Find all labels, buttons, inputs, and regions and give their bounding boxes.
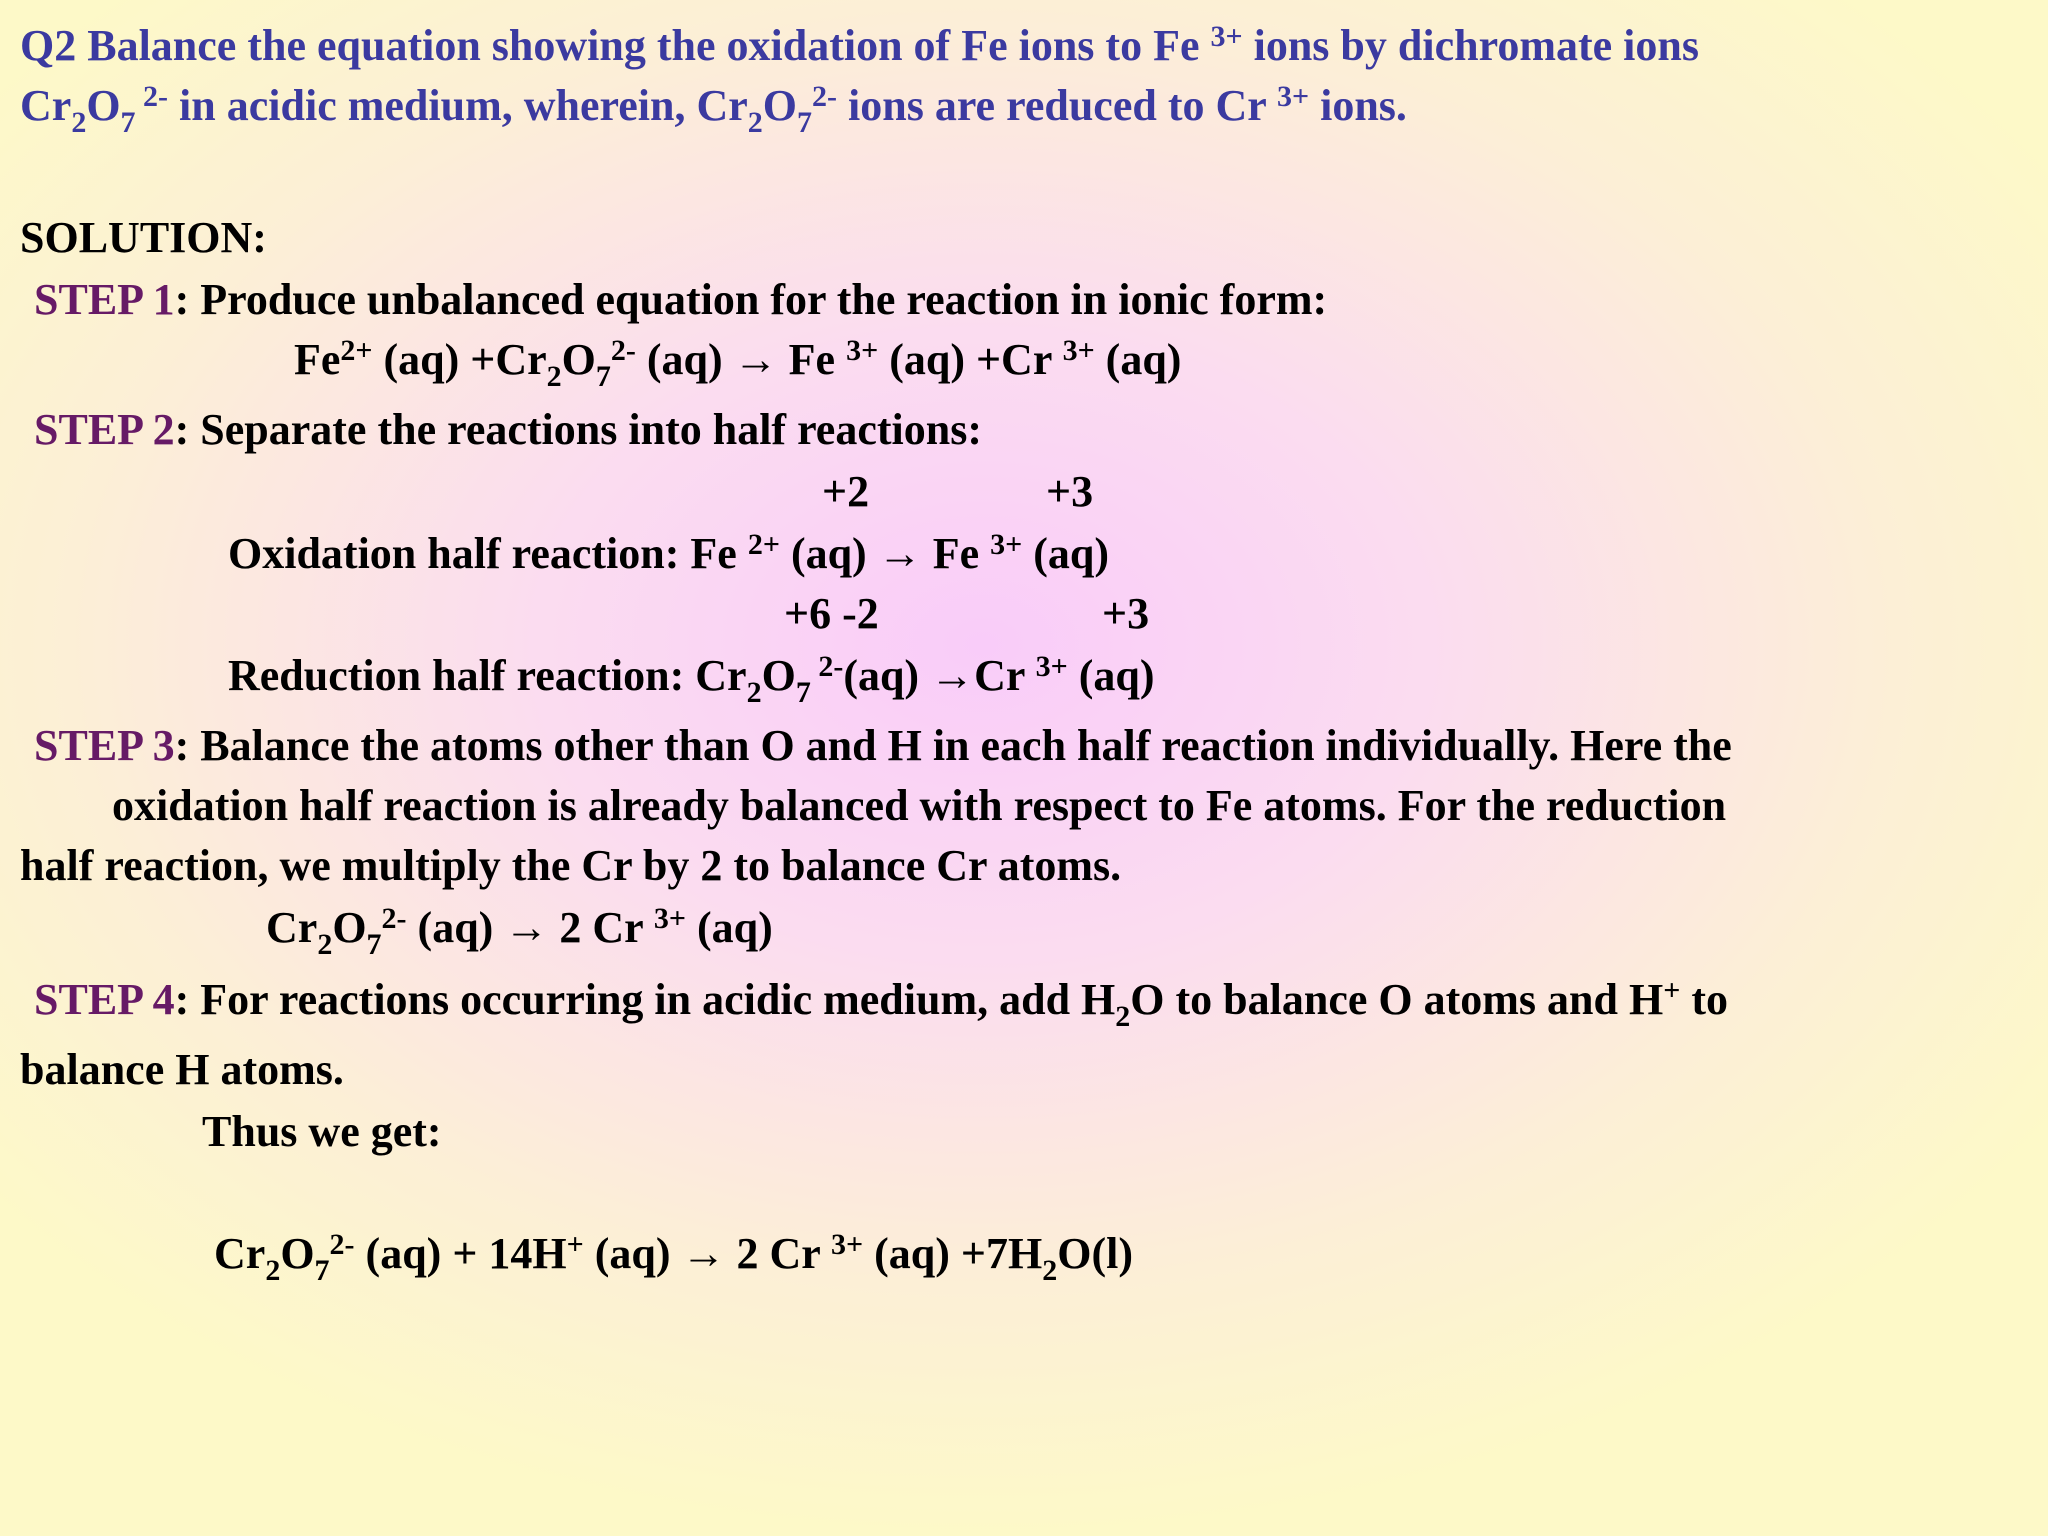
subscript: 2 bbox=[71, 106, 87, 139]
formula-text: (aq) bbox=[1067, 651, 1155, 700]
subscript: 7 bbox=[795, 676, 811, 709]
superscript: 2+ bbox=[340, 334, 373, 367]
formula-text: O bbox=[332, 903, 367, 952]
oxidation-number: +6 -2 bbox=[784, 589, 879, 638]
formula-text: O bbox=[86, 81, 121, 130]
subscript: 2 bbox=[546, 360, 562, 393]
step-1-label: STEP 1 bbox=[34, 275, 175, 324]
formula-text: (aq) + 14H bbox=[354, 1229, 567, 1278]
step-3-line bbox=[34, 716, 1732, 776]
step-1-equation bbox=[294, 330, 1182, 393]
superscript: 2- bbox=[610, 334, 636, 367]
subscript: 7 bbox=[120, 106, 136, 139]
subscript: 2 bbox=[265, 1254, 281, 1287]
superscript: 3+ bbox=[1035, 650, 1068, 683]
step-3-line-2: oxidation half reaction is already balanced with respect to Fe atoms. For the reduction bbox=[112, 781, 1727, 830]
question-line-1 bbox=[20, 16, 1699, 76]
formula-text: (aq) bbox=[1022, 529, 1110, 578]
step-4-text: to bbox=[1680, 975, 1728, 1024]
question-text: in acidic medium, wherein, Cr bbox=[168, 81, 748, 130]
step-3-equation bbox=[266, 898, 773, 961]
step-4-text: O to balance O atoms and H bbox=[1130, 975, 1664, 1024]
question-text: ions by dichromate ions bbox=[1242, 21, 1699, 70]
formula-text: O(l) bbox=[1057, 1229, 1133, 1278]
superscript: 3+ bbox=[653, 902, 686, 935]
formula-text: (aq) → 2 Cr bbox=[583, 1229, 832, 1278]
step-3-label: STEP 3 bbox=[34, 721, 175, 770]
formula-text: O bbox=[762, 81, 797, 130]
formula-text: (aq) +Cr bbox=[372, 335, 547, 384]
formula-text: (aq) +7H bbox=[863, 1229, 1043, 1278]
formula-text: (aq) → Fe bbox=[779, 529, 991, 578]
solution-heading: SOLUTION: bbox=[20, 213, 267, 262]
superscript: + bbox=[566, 1228, 584, 1261]
superscript: 3+ bbox=[1210, 20, 1243, 53]
reduction-half-reaction bbox=[228, 646, 1155, 709]
step-3-line-3: half reaction, we multiply the Cr by 2 to balance Cr atoms. bbox=[20, 841, 1122, 890]
formula-text: O bbox=[280, 1229, 315, 1278]
step-1-line bbox=[34, 270, 1327, 330]
subscript: 7 bbox=[595, 360, 611, 393]
subscript: 2 bbox=[1042, 1254, 1058, 1287]
superscript: 3+ bbox=[990, 528, 1023, 561]
oxidation-number: +2 bbox=[822, 467, 870, 516]
question-text: ions. bbox=[1309, 81, 1407, 130]
step-2-line bbox=[34, 400, 982, 460]
step-1-text: : Produce unbalanced equation for the reaction in ionic form: bbox=[174, 275, 1328, 324]
subscript: 2 bbox=[747, 106, 763, 139]
question-line-2 bbox=[20, 76, 1407, 139]
subscript: 7 bbox=[366, 928, 382, 961]
superscript: 2- bbox=[812, 80, 837, 113]
subscript: 2 bbox=[1115, 1000, 1131, 1033]
final-equation bbox=[214, 1224, 1133, 1287]
formula-text: Fe bbox=[294, 335, 341, 384]
superscript: 2- bbox=[135, 80, 169, 113]
formula-text: O bbox=[561, 335, 596, 384]
step-4-line bbox=[34, 970, 1728, 1033]
superscript: 3+ bbox=[1276, 80, 1310, 113]
formula-text: Oxidation half reaction: Fe bbox=[228, 529, 748, 578]
oxidation-number: +3 bbox=[1102, 589, 1150, 638]
step-4-line-2: balance H atoms. bbox=[20, 1045, 344, 1094]
question-text: ions are reduced to Cr bbox=[837, 81, 1277, 130]
superscript: 2- bbox=[381, 902, 407, 935]
superscript: 3+ bbox=[1062, 334, 1095, 367]
subscript: 2 bbox=[317, 928, 333, 961]
superscript: 3+ bbox=[831, 1228, 864, 1261]
formula-text: (aq) bbox=[1094, 335, 1182, 384]
formula-text: Reduction half reaction: Cr bbox=[228, 651, 747, 700]
subscript: 7 bbox=[797, 106, 812, 139]
formula-text: (aq) +Cr bbox=[878, 335, 1063, 384]
step-3-text: : Balance the atoms other than O and H in each half reaction individually. Here the bbox=[174, 721, 1732, 770]
formula-text: (aq) bbox=[685, 903, 773, 952]
superscript: 2- bbox=[329, 1228, 355, 1261]
step-4-line-3: Thus we get: bbox=[202, 1107, 442, 1156]
step-2-label: STEP 2 bbox=[34, 405, 175, 454]
oxidation-number: +3 bbox=[1046, 467, 1094, 516]
superscript: + bbox=[1663, 974, 1681, 1007]
oxidation-half-reaction bbox=[228, 524, 1109, 584]
subscript: 7 bbox=[314, 1254, 330, 1287]
formula-text: (aq) → Fe bbox=[635, 335, 847, 384]
superscript: 2+ bbox=[747, 528, 780, 561]
step-2-text: : Separate the reactions into half reactions: bbox=[174, 405, 982, 454]
question-text: Q2 Balance the equation showing the oxidation of Fe ions to Fe bbox=[20, 21, 1211, 70]
formula-text: Cr bbox=[266, 903, 318, 952]
formula-text: (aq) → 2 Cr bbox=[406, 903, 654, 952]
subscript: 2 bbox=[746, 676, 762, 709]
superscript: 3+ bbox=[846, 334, 879, 367]
formula-text: Cr bbox=[20, 81, 72, 130]
step-4-label: STEP 4 bbox=[34, 975, 175, 1024]
formula-text: O bbox=[761, 651, 796, 700]
superscript: 2- bbox=[810, 650, 844, 683]
formula-text: (aq) →Cr bbox=[843, 651, 1036, 700]
step-4-text: : For reactions occurring in acidic medium, add H bbox=[174, 975, 1116, 1024]
formula-text: Cr bbox=[214, 1229, 266, 1278]
